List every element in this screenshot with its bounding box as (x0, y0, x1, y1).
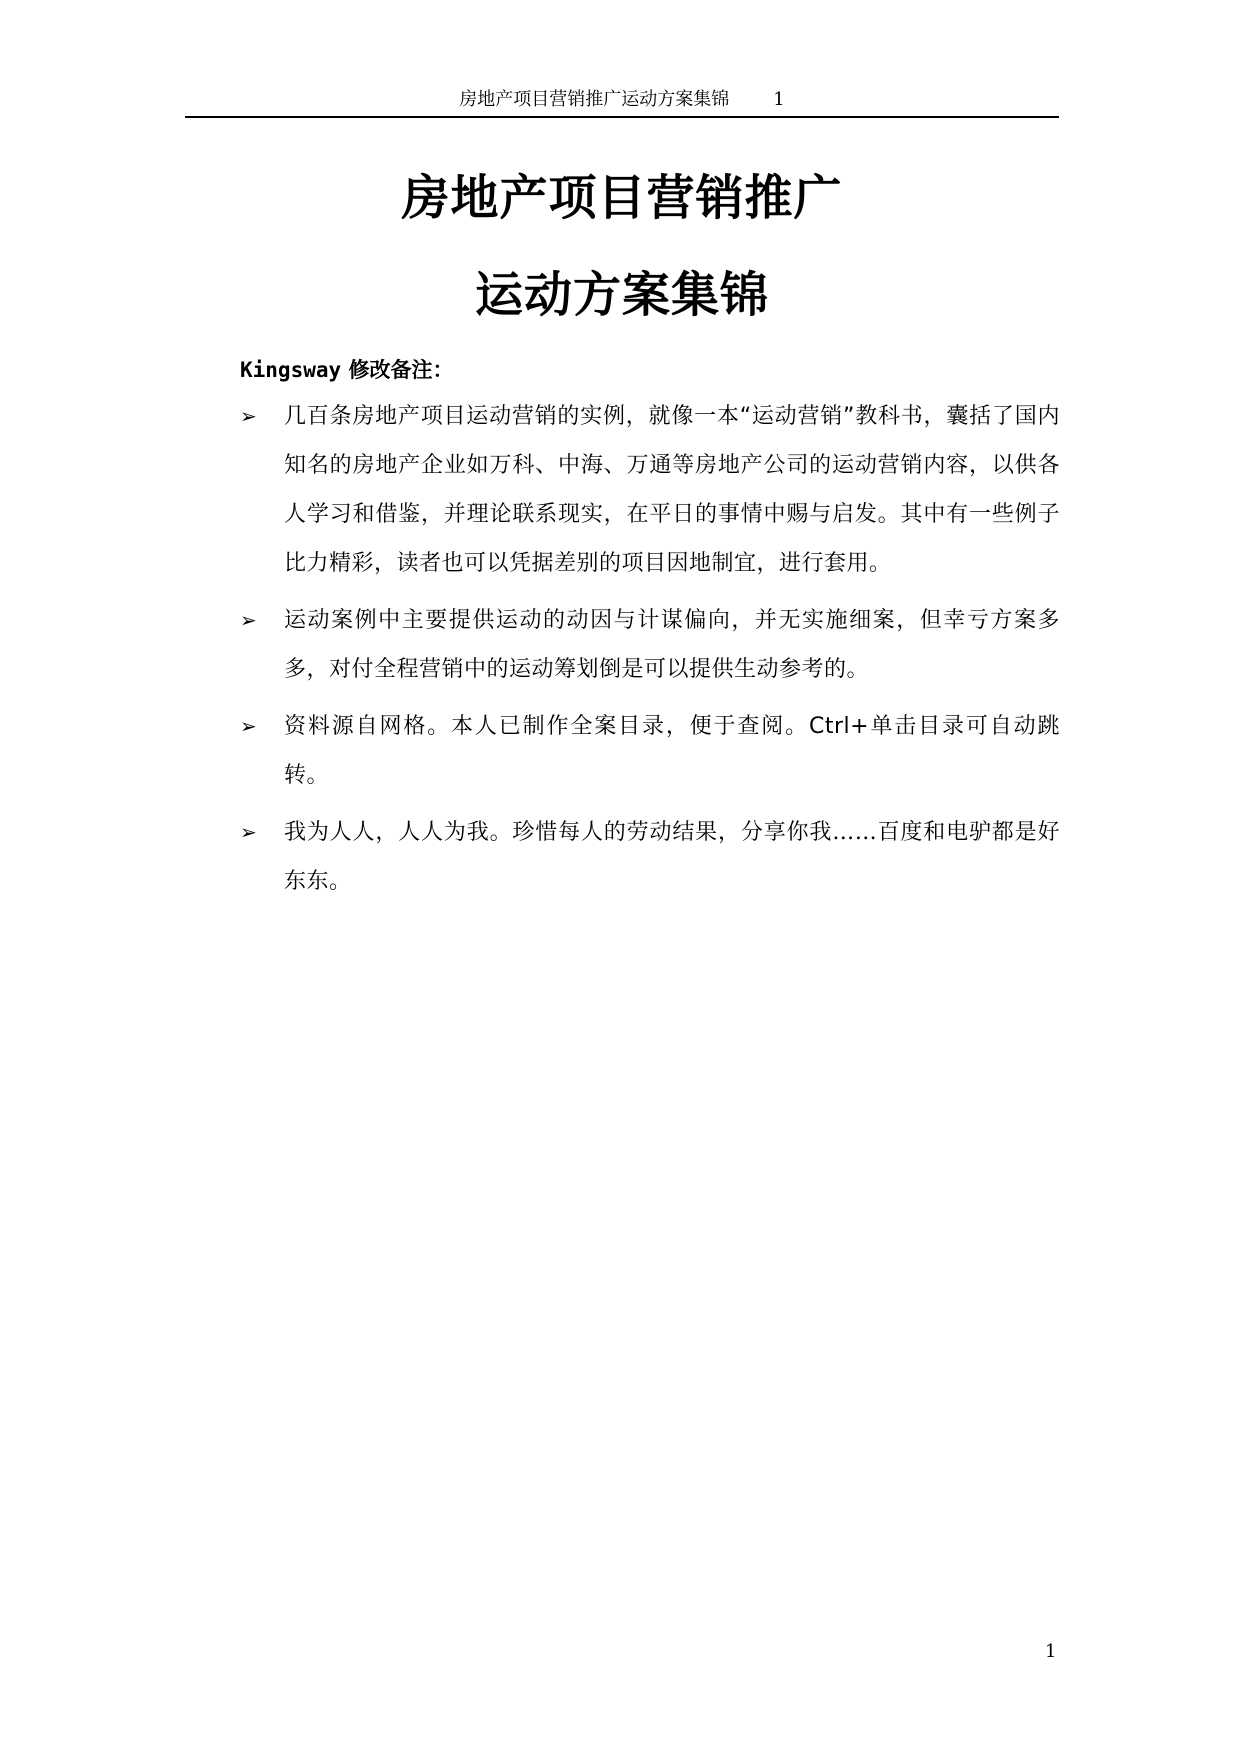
note-heading (240, 355, 453, 385)
list-item-text: 我为人人，人人为我。珍惜每人的劳动结果，分享你我……百度和电驴都是好东东。 (284, 820, 1060, 894)
arrow-bullet-icon: ➢ (240, 714, 258, 738)
note-heading-author: Kingsway (240, 358, 342, 382)
list-item-text: 几百条房地产项目运动营销的实例，就像一本“运动营销”教科书，囊括了国内知名的房地产企业如万科、中海、万通等房地产公司的运动营销内容，以供各人学习和借鉴，并理论联系现实，在平日的事情中赐与启发。其中有一些例子比力精彩，读者也可以凭据差别的项目因地制宜，进行套用。 (284, 404, 1060, 576)
list-item-text: 资料源自网格。本人已制作全案目录，便于查阅。Ctrl+单击目录可自动跳转。 (284, 714, 1060, 788)
list-item (240, 392, 1060, 588)
arrow-bullet-icon: ➢ (240, 404, 258, 428)
note-heading-label: 修改备注： (348, 358, 454, 382)
page-header (185, 86, 1059, 118)
document-title-line-2: 运动方案集锦 (474, 267, 769, 323)
list-item-text: 运动案例中主要提供运动的动因与计谋偏向，并无实施细案，但幸亏方案多多，对付全程营销中的运动筹划倒是可以提供生动参考的。 (284, 608, 1060, 682)
notes-list (240, 392, 1060, 914)
list-item (240, 596, 1060, 694)
footer-page-number: 1 (1045, 1641, 1057, 1662)
header-title: 房地产项目营销推广运动方案集锦 (459, 89, 730, 110)
document-title-line-1: 房地产项目营销推广 (401, 170, 843, 226)
list-item (240, 702, 1060, 800)
list-item (240, 808, 1060, 906)
arrow-bullet-icon: ➢ (240, 820, 258, 844)
arrow-bullet-icon: ➢ (240, 608, 258, 632)
header-page-number: 1 (773, 89, 785, 110)
